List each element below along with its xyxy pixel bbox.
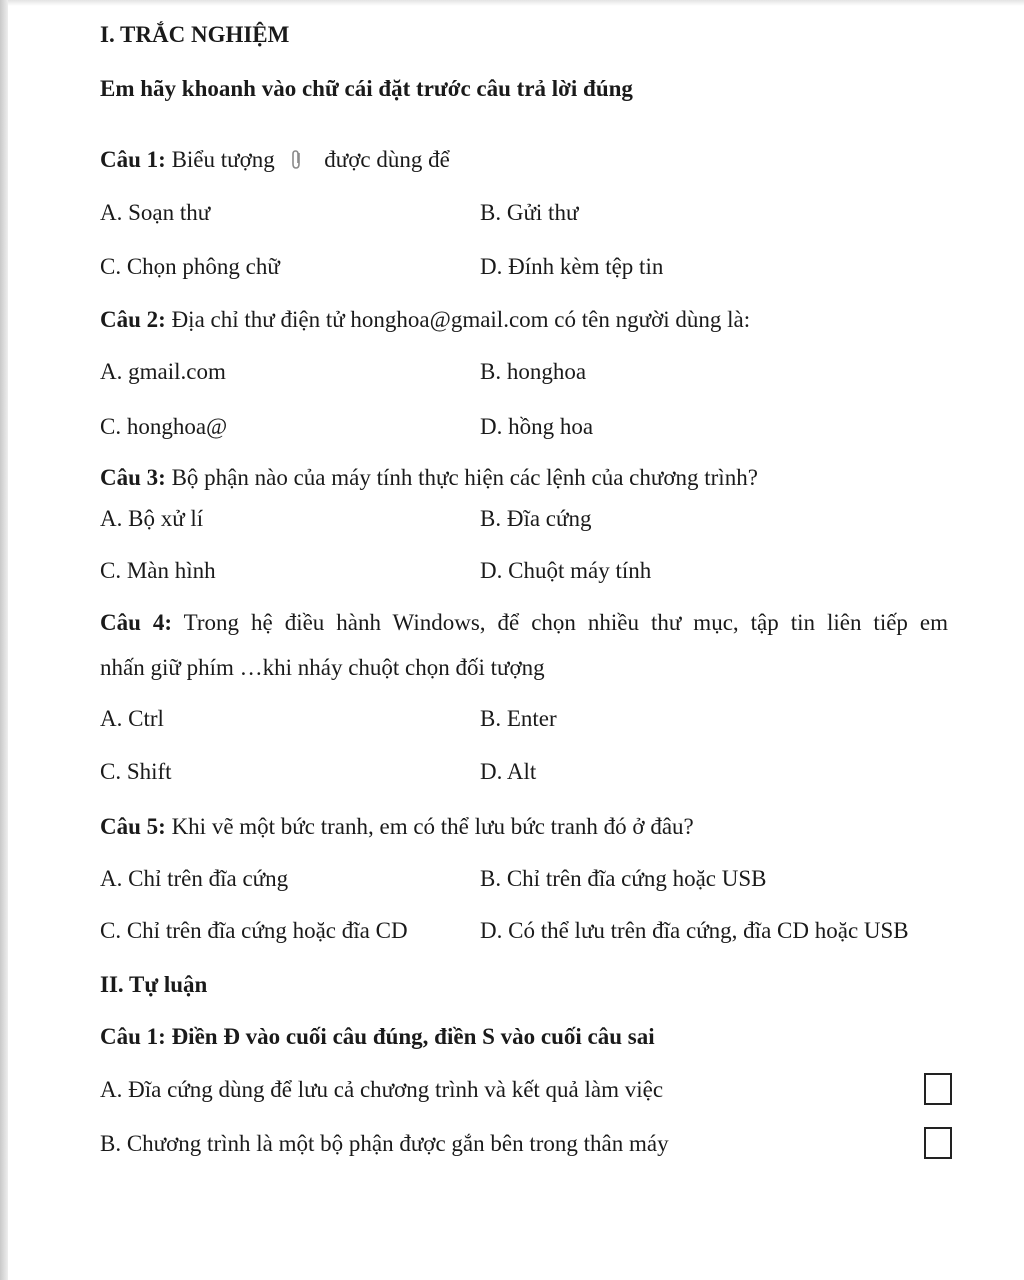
q4-option-a: A. Ctrl bbox=[100, 706, 164, 731]
q3-option-a: A. Bộ xử lí bbox=[100, 506, 204, 531]
question-4-label: Câu 4: bbox=[100, 610, 173, 635]
q2-option-c: C. honghoa@ bbox=[100, 414, 228, 439]
answer-box-b[interactable] bbox=[924, 1127, 952, 1159]
q2-option-b: B. honghoa bbox=[480, 359, 587, 384]
statement-b: B. Chương trình là một bộ phận được gắn bên trong thân máy bbox=[100, 1131, 669, 1156]
question-4-text-line1: Trong hệ điều hành Windows, để chọn nhiều thư mục, tập tin liên tiếp em bbox=[183, 610, 949, 635]
question-1-text-before: Biểu tượng bbox=[171, 147, 275, 172]
question-5-label: Câu 5: bbox=[100, 814, 166, 839]
q5-option-b: B. Chỉ trên đĩa cứng hoặc USB bbox=[480, 866, 767, 891]
q5-option-a: A. Chỉ trên đĩa cứng bbox=[100, 866, 289, 891]
question-1 bbox=[100, 145, 450, 175]
answer-box-a[interactable] bbox=[924, 1073, 952, 1105]
question-2 bbox=[100, 305, 750, 335]
question-1-label: Câu 1: bbox=[100, 147, 166, 172]
section2-question bbox=[100, 1022, 655, 1052]
question-3-label: Câu 3: bbox=[100, 465, 166, 490]
q1-option-d: D. Đính kèm tệp tin bbox=[480, 254, 664, 279]
question-4-text-line2: nhấn giữ phím …khi nháy chuột chọn đối tượng bbox=[100, 655, 545, 680]
question-2-label: Câu 2: bbox=[100, 307, 166, 332]
paperclip-icon bbox=[289, 149, 305, 171]
section2-question-label: Câu 1: bbox=[100, 1024, 166, 1049]
q2-option-d: D. hồng hoa bbox=[480, 414, 594, 439]
question-5-text: Khi vẽ một bức tranh, em có thể lưu bức tranh đó ở đâu? bbox=[171, 814, 694, 839]
section2-question-text: Điền Đ vào cuối câu đúng, điền S vào cuối câu sai bbox=[171, 1024, 655, 1049]
section1-instruction: Em hãy khoanh vào chữ cái đặt trước câu trả lời đúng bbox=[100, 76, 633, 101]
question-5 bbox=[100, 812, 694, 842]
q1-option-c: C. Chọn phông chữ bbox=[100, 254, 280, 279]
q4-option-c: C. Shift bbox=[100, 759, 172, 784]
q2-option-a: A. gmail.com bbox=[100, 359, 226, 384]
q1-option-b: B. Gửi thư bbox=[480, 200, 579, 225]
question-1-text-after: được dùng để bbox=[324, 147, 450, 172]
question-3 bbox=[100, 463, 758, 493]
question-4-line1 bbox=[100, 608, 948, 638]
q4-option-b: B. Enter bbox=[480, 706, 557, 731]
q5-option-c: C. Chỉ trên đĩa cứng hoặc đĩa CD bbox=[100, 918, 408, 943]
q1-option-a: A. Soạn thư bbox=[100, 200, 211, 225]
q3-option-c: C. Màn hình bbox=[100, 558, 216, 583]
q3-option-d: D. Chuột máy tính bbox=[480, 558, 652, 583]
q5-option-d: D. Có thể lưu trên đĩa cứng, đĩa CD hoặc USB bbox=[480, 918, 909, 943]
q3-option-b: B. Đĩa cứng bbox=[480, 506, 592, 531]
question-3-text: Bộ phận nào của máy tính thực hiện các lệnh của chương trình? bbox=[171, 465, 758, 490]
question-2-text: Địa chỉ thư điện tử honghoa@gmail.com có tên người dùng là: bbox=[171, 307, 751, 332]
statement-a: A. Đĩa cứng dùng để lưu cả chương trình và kết quả làm việc bbox=[100, 1077, 664, 1102]
section2-title: II. Tự luận bbox=[100, 972, 208, 997]
section1-title: I. TRẮC NGHIỆM bbox=[100, 22, 290, 47]
q4-option-d: D. Alt bbox=[480, 759, 537, 784]
